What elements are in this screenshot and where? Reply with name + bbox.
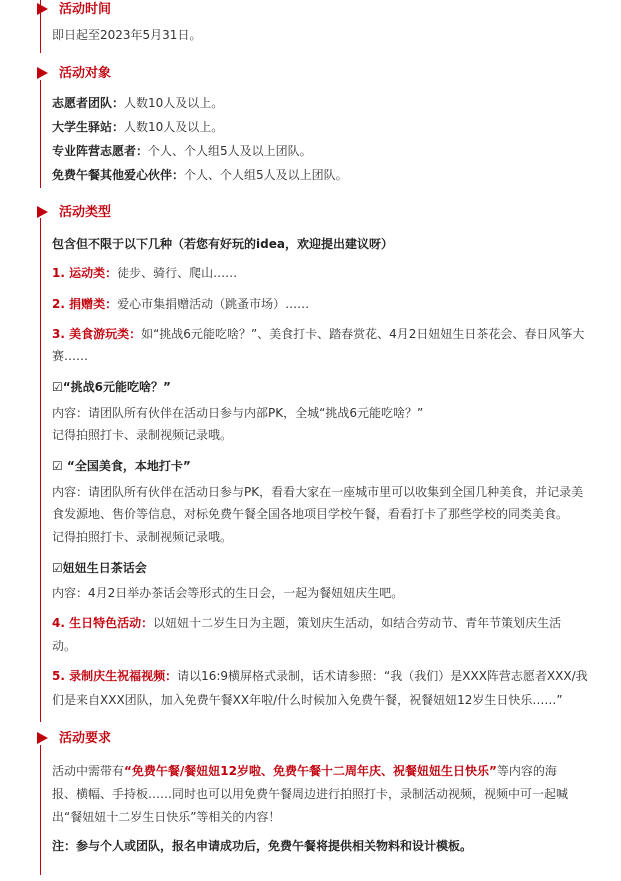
type-item-video <box>52 666 588 686</box>
requirement-highlight: “免费午餐/餐妞妞12岁啦、免费午餐十二周年庆、祝餐妞妞生日快乐” <box>124 764 497 778</box>
challenge-content: 记得拍照打卡、录制视频记录哦。 <box>52 530 233 544</box>
type-item-birthday <box>52 613 561 633</box>
audience-label: 大学生驿站： <box>52 120 125 134</box>
audience-label: 专业阵营志愿者： <box>52 144 149 158</box>
triangle-marker-icon <box>37 3 48 15</box>
challenge-content: 内容：请团队所有伙伴在活动日参与PK，看看大家在一座城市里可以收集到全国几种美食，并记录美 <box>52 485 584 499</box>
type-item-donation <box>52 294 309 314</box>
challenge-content: 食发源地、售价等信息，对标免费午餐全国各地项目学校午餐，看看打卡了那些学校的同类美食。 <box>52 507 569 521</box>
audience-label: 志愿者团队： <box>52 96 125 110</box>
challenge-content: 记得拍照打卡、录制视频记录哦。 <box>52 428 233 442</box>
section-title: 活动要求 <box>59 731 112 746</box>
audience-value: 个人、个人组5人及以上团队。 <box>184 168 348 182</box>
triangle-marker-icon <box>37 732 48 744</box>
section-title: 活动类型 <box>59 205 112 220</box>
type-value: 爱心市集捐赠活动（跳蚤市场）…… <box>117 297 310 311</box>
challenge-content: 内容：请团队所有伙伴在活动日参与内部PK，全城“挑战6元能吃啥？” <box>52 406 424 420</box>
audience-label: 免费午餐其他爱心伙伴： <box>52 168 185 182</box>
audience-value: 人数10人及以上。 <box>124 96 224 110</box>
audience-row <box>52 117 223 137</box>
challenge-title: ☑“挑战6元能吃啥？” <box>52 380 171 394</box>
audience-row <box>52 141 312 161</box>
triangle-marker-icon <box>37 206 48 218</box>
types-intro: 包含但不限于以下几种（若您有好玩的idea，欢迎提出建议呀） <box>52 237 393 251</box>
type-value: 如“挑战6元能吃啥？”、美食打卡、踏春赏花、4月2日妞妞生日茶花会、春日风筝大 <box>141 327 585 341</box>
type-label: 1. 运动类： <box>52 266 118 280</box>
requirement-line: 出“餐妞妞十二岁生日快乐”等相关的内容！ <box>52 810 281 824</box>
section-rail-2 <box>40 80 41 188</box>
type-label: 3. 美食游玩类： <box>52 327 142 341</box>
requirement-line <box>52 761 557 781</box>
challenge-title: ☑妞妞生日茶话会 <box>52 561 147 575</box>
time-text: 即日起至2023年5月31日。 <box>52 28 202 42</box>
requirement-text: 等内容的海 <box>496 764 557 778</box>
type-value: 以妞妞十二岁生日为主题，策划庆生活动，如结合劳动节、青年节策划庆生活 <box>153 616 562 630</box>
audience-row <box>52 93 223 113</box>
type-label: 4. 生日特色活动： <box>52 616 154 630</box>
requirement-text: 活动中需带有 <box>52 764 125 778</box>
audience-value: 人数10人及以上。 <box>124 120 224 134</box>
type-item-birthday-cont: 动。 <box>52 639 77 653</box>
section-title: 活动时间 <box>59 2 112 17</box>
type-item-food <box>52 324 584 344</box>
audience-row <box>52 165 348 185</box>
audience-value: 个人、个人组5人及以上团队。 <box>148 144 312 158</box>
requirement-line: 报、横幅、手持板……同时也可以用免费午餐周边进行拍照打卡，录制活动视频，视频中可一起喊 <box>52 787 569 801</box>
type-item-food-cont: 赛…… <box>52 349 89 363</box>
section-rail-3 <box>40 218 41 722</box>
type-label: 5. 录制庆生祝福视频： <box>52 669 178 683</box>
type-item-video-cont: 们是来自XXX团队，加入免费午餐XX年啦/什么时候加入免费午餐，祝餐妞妞12岁生日快乐……” <box>52 693 563 707</box>
section-title: 活动对象 <box>59 66 112 81</box>
section-rail-4 <box>40 745 41 875</box>
challenge-title: ☑ “全国美食，本地打卡” <box>52 459 191 473</box>
challenge-content: 内容：4月2日举办茶话会等形式的生日会，一起为餐妞妞庆生吧。 <box>52 586 404 600</box>
triangle-marker-icon <box>37 67 48 79</box>
type-item-sports <box>52 263 237 283</box>
type-value: 徒步、骑行、爬山…… <box>117 266 238 280</box>
type-label: 2. 捐赠类： <box>52 297 118 311</box>
type-value: 请以16:9横屏格式录制，话术请参照：“我（我们）是XXX阵营志愿者XXX/我 <box>177 669 588 683</box>
requirement-note: 注：参与个人或团队，报名申请成功后，免费午餐将提供相关物料和设计模板。 <box>52 839 473 853</box>
